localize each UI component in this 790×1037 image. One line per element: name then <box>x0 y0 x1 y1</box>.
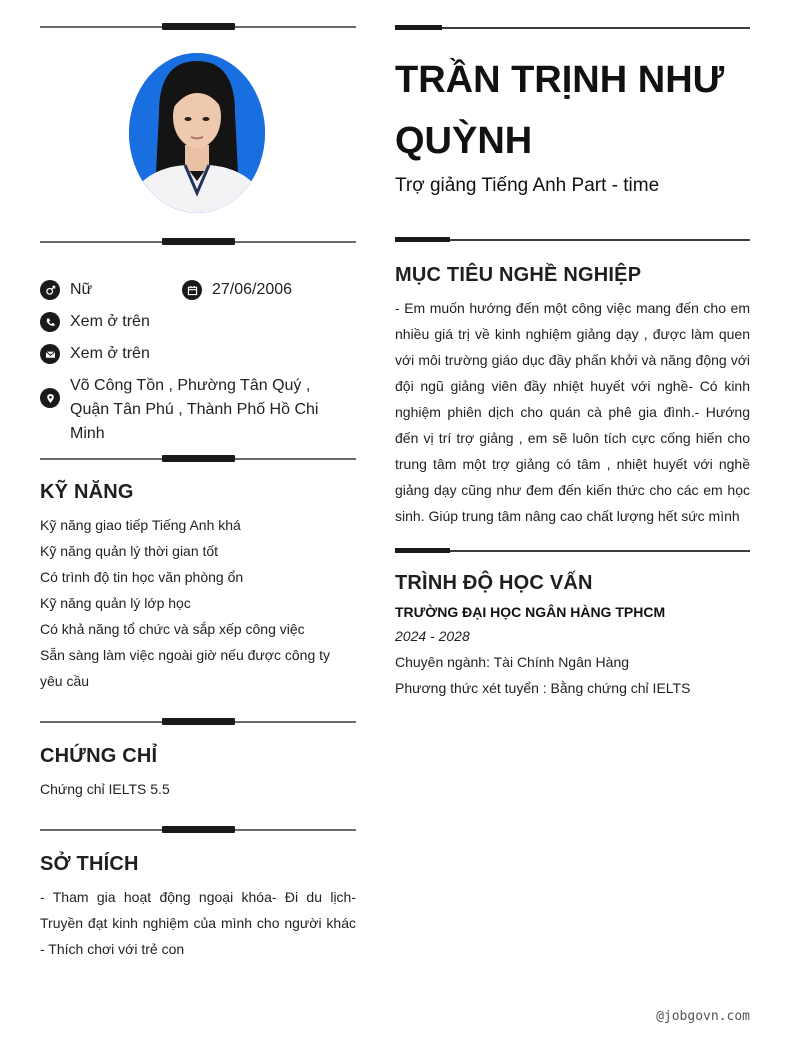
divider-before-certificates <box>40 717 356 727</box>
phone-row <box>40 310 150 334</box>
gender-icon <box>40 280 60 300</box>
hobbies-text: - Tham gia hoạt động ngoại khóa- Đi du lịch- Truyền đạt kinh nghiệm của mình cho người khác - Thích chơi với trẻ con <box>40 889 356 957</box>
calendar-icon <box>182 280 202 300</box>
certificate-item: Chứng chỉ IELTS 5.5 <box>40 781 170 797</box>
education-years: 2024 - 2028 <box>395 628 470 644</box>
address-row <box>40 374 350 446</box>
gender-row <box>40 278 92 302</box>
divider-after-photo <box>40 237 356 247</box>
hobbies-title: SỞ THÍCH <box>40 853 139 875</box>
divider-before-objective <box>395 237 750 243</box>
job-title: Trợ giảng Tiếng Anh Part - time <box>395 175 660 196</box>
education-school: TRƯỜNG ĐẠI HỌC NGÂN HÀNG TPHCM <box>395 604 666 620</box>
email-row <box>40 342 150 366</box>
gender-value: Nữ <box>70 281 93 298</box>
skill-item: Kỹ năng giao tiếp Tiếng Anh khá <box>40 517 241 533</box>
education-major: Chuyên ngành: Tài Chính Ngân Hàng <box>395 654 630 670</box>
phone-icon <box>40 312 60 332</box>
envelope-icon <box>40 344 60 364</box>
skill-item: Kỹ năng quản lý thời gian tốt <box>40 543 219 559</box>
objective-text: - Em muốn hướng đến một công việc mang đến cho em nhiều giá trị về kinh nghiệm giảng dạy , được làm quen với môi trường giáo dục đầy phấn khởi và năng động với đội ngũ giảng viên đầy nhiệt huyết với nghề- Có kinh nghiệm phiên dịch cho quán cà phê gia đình.- Hướng đến vị trí trợ giảng , em sẽ luôn tích cực cống hiến cho trung tâm một trợ giảng có tâm , nhiệt huyết với nghề giảng dạy cũng như đem đến kiến thức cho các em học sinh. Giúp trung tâm nâng cao chất lượng hết sức mình <box>395 300 750 524</box>
divider-before-skills <box>40 454 356 464</box>
objective-title: MỤC TIÊU NGHỀ NGHIỆP <box>395 264 642 286</box>
address-value: Võ Công Tồn , Phường Tân Quý , Quận Tân Phú , Thành Phố Hồ Chi Minh <box>70 377 319 442</box>
candidate-name: TRẦN TRỊNH NHƯ QUỲNH <box>395 59 725 162</box>
education-title: TRÌNH ĐỘ HỌC VẤN <box>395 572 593 594</box>
divider-before-hobbies <box>40 825 356 835</box>
divider-top-right <box>395 25 750 31</box>
birthday-row <box>182 278 292 302</box>
birthday-value: 27/06/2006 <box>212 281 293 298</box>
skill-item: Có trình độ tin học văn phòng ổn <box>40 569 244 585</box>
divider-top-left <box>40 22 356 32</box>
skills-title: KỸ NĂNG <box>40 481 134 503</box>
phone-value: Xem ở trên <box>70 313 150 330</box>
education-admission: Phương thức xét tuyển : Bằng chứng chỉ IELTS <box>395 680 691 696</box>
avatar <box>129 53 265 213</box>
watermark: @jobgovn.com <box>656 1009 750 1024</box>
email-value: Xem ở trên <box>70 345 150 362</box>
certificates-title: CHỨNG CHỈ <box>40 745 158 767</box>
profile-photo <box>129 53 265 213</box>
location-pin-icon <box>40 388 60 408</box>
skill-item: Có khả năng tổ chức và sắp xếp công việc <box>40 621 305 637</box>
skill-item: Kỹ năng quản lý lớp học <box>40 595 191 611</box>
divider-before-education <box>395 548 750 554</box>
skill-item: Sẵn sàng làm việc ngoài giờ nếu được công ty yêu cầu <box>40 647 331 689</box>
